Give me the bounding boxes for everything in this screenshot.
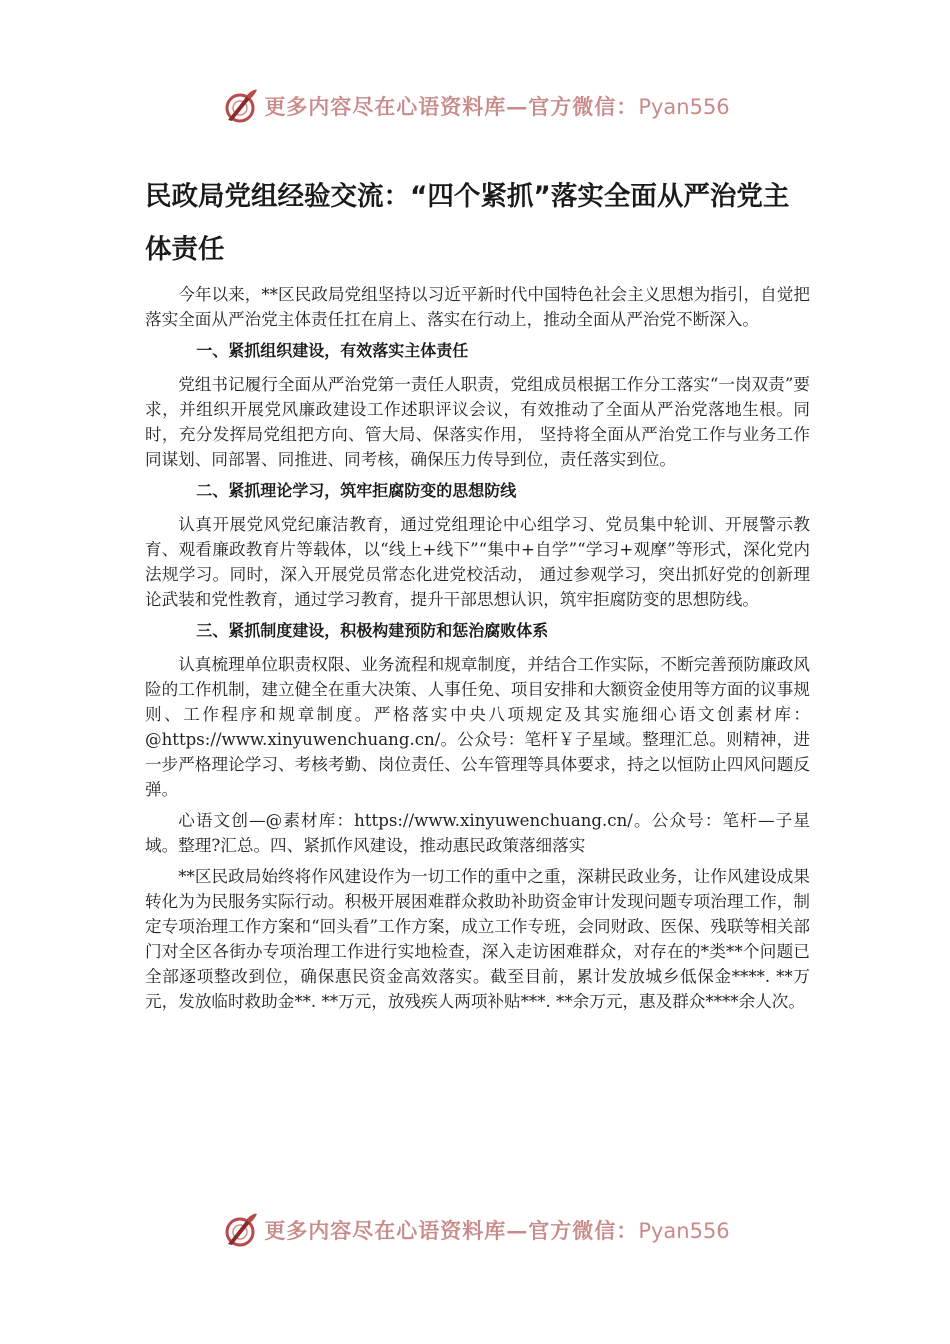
document-title: 民政局党组经验交流：“四个紧抓”落实全面从严治党主体责任 bbox=[145, 181, 790, 265]
watermark-wechat-id: Pyan556 bbox=[638, 95, 730, 119]
intro-paragraph: 今年以来，**区民政局党组坚持以习近平新时代中国特色社会主义思想为指引，自觉把落实全面从严治党主体责任扛在肩上、落实在行动上，推动全面从严治党不断深入。 bbox=[145, 285, 810, 329]
section-2-paragraph: 认真开展党风党纪廉洁教育，通过党组理论中心组学习、党员集中轮训、开展警示教育、观看廉政教育片等载体，以“线上+线下”“集中+自学”“学习+观摩”等形式，深化党内法规学习。同时，深入开展党员常态化进党校活动， 通过参观学习，突出抓好党的创新理论武装和党性教育，通过学习教育，提升干部思想认识，筑牢拒腐防变的思想防线。 bbox=[145, 515, 810, 609]
watermark-text-cn: 更多内容尽在心语资料库—官方微信： bbox=[264, 94, 639, 119]
document-body bbox=[145, 170, 810, 1020]
header-watermark-banner bbox=[0, 82, 950, 130]
section-3-heading: 三、紧抓制度建设，积极构建预防和惩治腐败体系 bbox=[196, 621, 549, 640]
section-2-heading: 二、紧抓理论学习，筑牢拒腐防变的思想防线 bbox=[196, 481, 517, 500]
watermark-wechat-id: Pyan556 bbox=[638, 1219, 730, 1243]
watermark-text-cn: 更多内容尽在心语资料库—官方微信： bbox=[264, 1218, 639, 1243]
section-4-heading-paragraph: 心语文创—@素材库：https://www.xinyuwenchuang.cn/。公众号：笔杆—子星域。整理?汇总。四、紧抓作风建设，推动惠民政策落细落实 bbox=[145, 811, 810, 855]
section-1-heading: 一、紧抓组织建设，有效落实主体责任 bbox=[196, 341, 469, 360]
section-1-paragraph: 党组书记履行全面从严治党第一责任人职责，党组成员根据工作分工落实“一岗双责”要求，并组织开展党风廉政建设工作述职评议会议，有效推动了全面从严治党落地生根。同时，充分发挥局党组把方向、管大局、保落实作用， 坚持将全面从严治党工作与业务工作同谋划、同部署、同推进、同考核，确保压力传导到位，责任落实到位。 bbox=[145, 375, 810, 469]
footer-watermark-banner bbox=[0, 1206, 950, 1254]
quill-circle-icon bbox=[220, 86, 260, 126]
watermark-text bbox=[264, 91, 729, 121]
watermark-text bbox=[264, 1215, 729, 1245]
section-4-paragraph: **区民政局始终将作风建设作为一切工作的重中之重，深耕民政业务，让作风建设成果转化为为民服务实际行动。积极开展困难群众救助补助资金审计发现问题专项治理工作，制定专项治理工作方案和“回头看”工作方案，成立工作专班，会同财政、医保、残联等相关部门对全区各街办专项治理工作进行实地检查，深入走访困难群众，对存在的*类**个问题已全部逐项整改到位，确保惠民资金高效落实。截至目前，累计发放城乡低保金****. **万元，发放临时救助金**. **万元，放残疾人两项补贴***. **余万元，惠及群众****余人次。 bbox=[145, 867, 810, 1011]
quill-circle-icon bbox=[220, 1210, 260, 1250]
section-3-paragraph: 认真梳理单位职责权限、业务流程和规章制度，并结合工作实际，不断完善预防廉政风险的工作机制，建立健全在重大决策、人事任免、项目安排和大额资金使用等方面的议事规则、工作程序和规章制度。严格落实中央八项规定及其实施细心语文创素材库： @https://www.xinyuwenchuang.cn/。公众号：笔杆￥子星域。整理汇总。则精神，进一步严格理论学习、考核考勤、岗位责任、公车管理等具体要求，持之以恒防止四风问题反弹。 bbox=[145, 655, 810, 799]
